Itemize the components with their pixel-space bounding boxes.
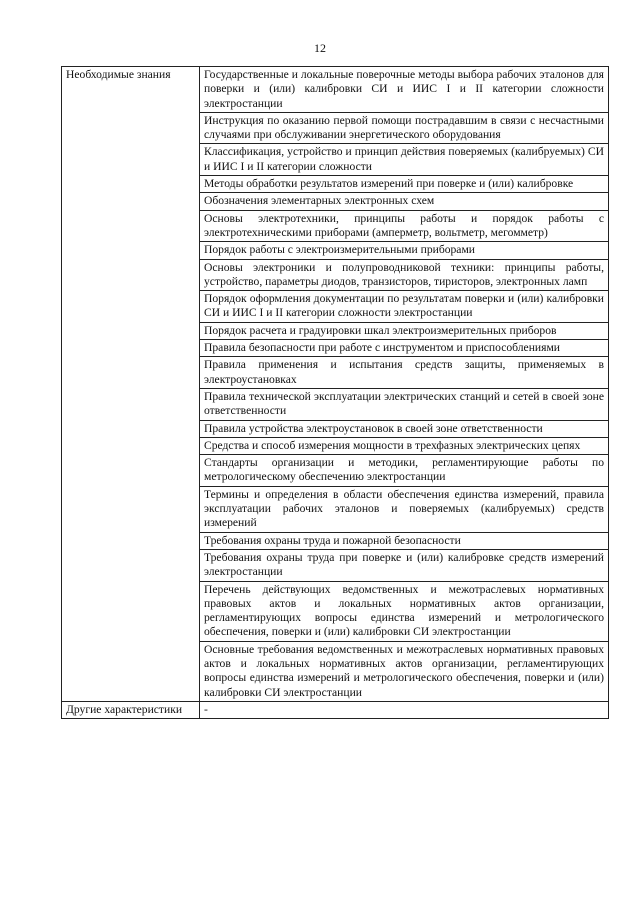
requirement-item: Порядок работы с электроизмерительными приборами [200,242,609,259]
requirement-item: Правила устройства электроустановок в своей зоне ответственности [200,420,609,437]
requirement-item: Требования охраны труда и пожарной безопасности [200,532,609,549]
requirement-item: Стандарты организации и методики, регламентирующие работы по метрологическому обеспечению электростанции [200,455,609,487]
requirement-item: Государственные и локальные поверочные методы выбора рабочих эталонов для поверки и (или) калибровки СИ и ИИС I и II категории сложности электростанции [200,67,609,113]
table-row [62,701,609,718]
requirement-item: Правила безопасности при работе с инструментом и приспособлениями [200,340,609,357]
table-row [62,67,609,113]
page-number: 12 [314,41,326,55]
requirement-item: Требования охраны труда при поверке и (или) калибровке средств измерений электростанции [200,549,609,581]
section-label: Необходимые знания [62,67,200,702]
requirement-item: Классификация, устройство и принцип действия поверяемых (калибруемых) СИ и ИИС I и II категории сложности [200,144,609,176]
requirement-item: Порядок расчета и градуировки шкал электроизмерительных приборов [200,322,609,339]
requirement-item: Перечень действующих ведомственных и межотраслевых нормативных правовых актов и локальных нормативных актов организации, регламентирующих вопросы единства измерений и метрологического обеспечения, поверки и (или) калибровки СИ электростанции [200,581,609,641]
requirement-item: Правила применения и испытания средств защиты, применяемых в электроустановках [200,357,609,389]
requirement-item: Методы обработки результатов измерений при поверке и (или) калибровке [200,176,609,193]
requirement-item: - [200,701,609,718]
requirement-item: Основы электроники и полупроводниковой техники: принципы работы, устройство, параметры диодов, транзисторов, тиристоров, электронных ламп [200,259,609,291]
requirement-item: Обозначения элементарных электронных схем [200,193,609,210]
section-label: Другие характеристики [62,701,200,718]
requirements-table [61,66,609,719]
requirement-item: Средства и способ измерения мощности в трехфазных электрических цепях [200,437,609,454]
requirement-item: Правила технической эксплуатации электрических станций и сетей в своей зоне ответственности [200,388,609,420]
requirement-item: Основные требования ведомственных и межотраслевых нормативных правовых актов и локальных нормативных актов организации, регламентирующих вопросы единства измерений и метрологического обеспечения, поверки и (или) калибровки СИ электростанции [200,641,609,701]
requirement-item: Основы электротехники, принципы работы и порядок работы с электротехническими приборами (амперметр, вольтметр, мегомметр) [200,210,609,242]
requirement-item: Термины и определения в области обеспечения единства измерений, правила эксплуатации рабочих эталонов и поверяемых (калибруемых) средств измерений [200,486,609,532]
requirement-item: Порядок оформления документации по результатам поверки и (или) калибровки СИ и ИИС I и II категории сложности электростанции [200,291,609,323]
requirement-item: Инструкция по оказанию первой помощи пострадавшим в связи с несчастными случаями при обслуживании энергетического оборудования [200,112,609,144]
